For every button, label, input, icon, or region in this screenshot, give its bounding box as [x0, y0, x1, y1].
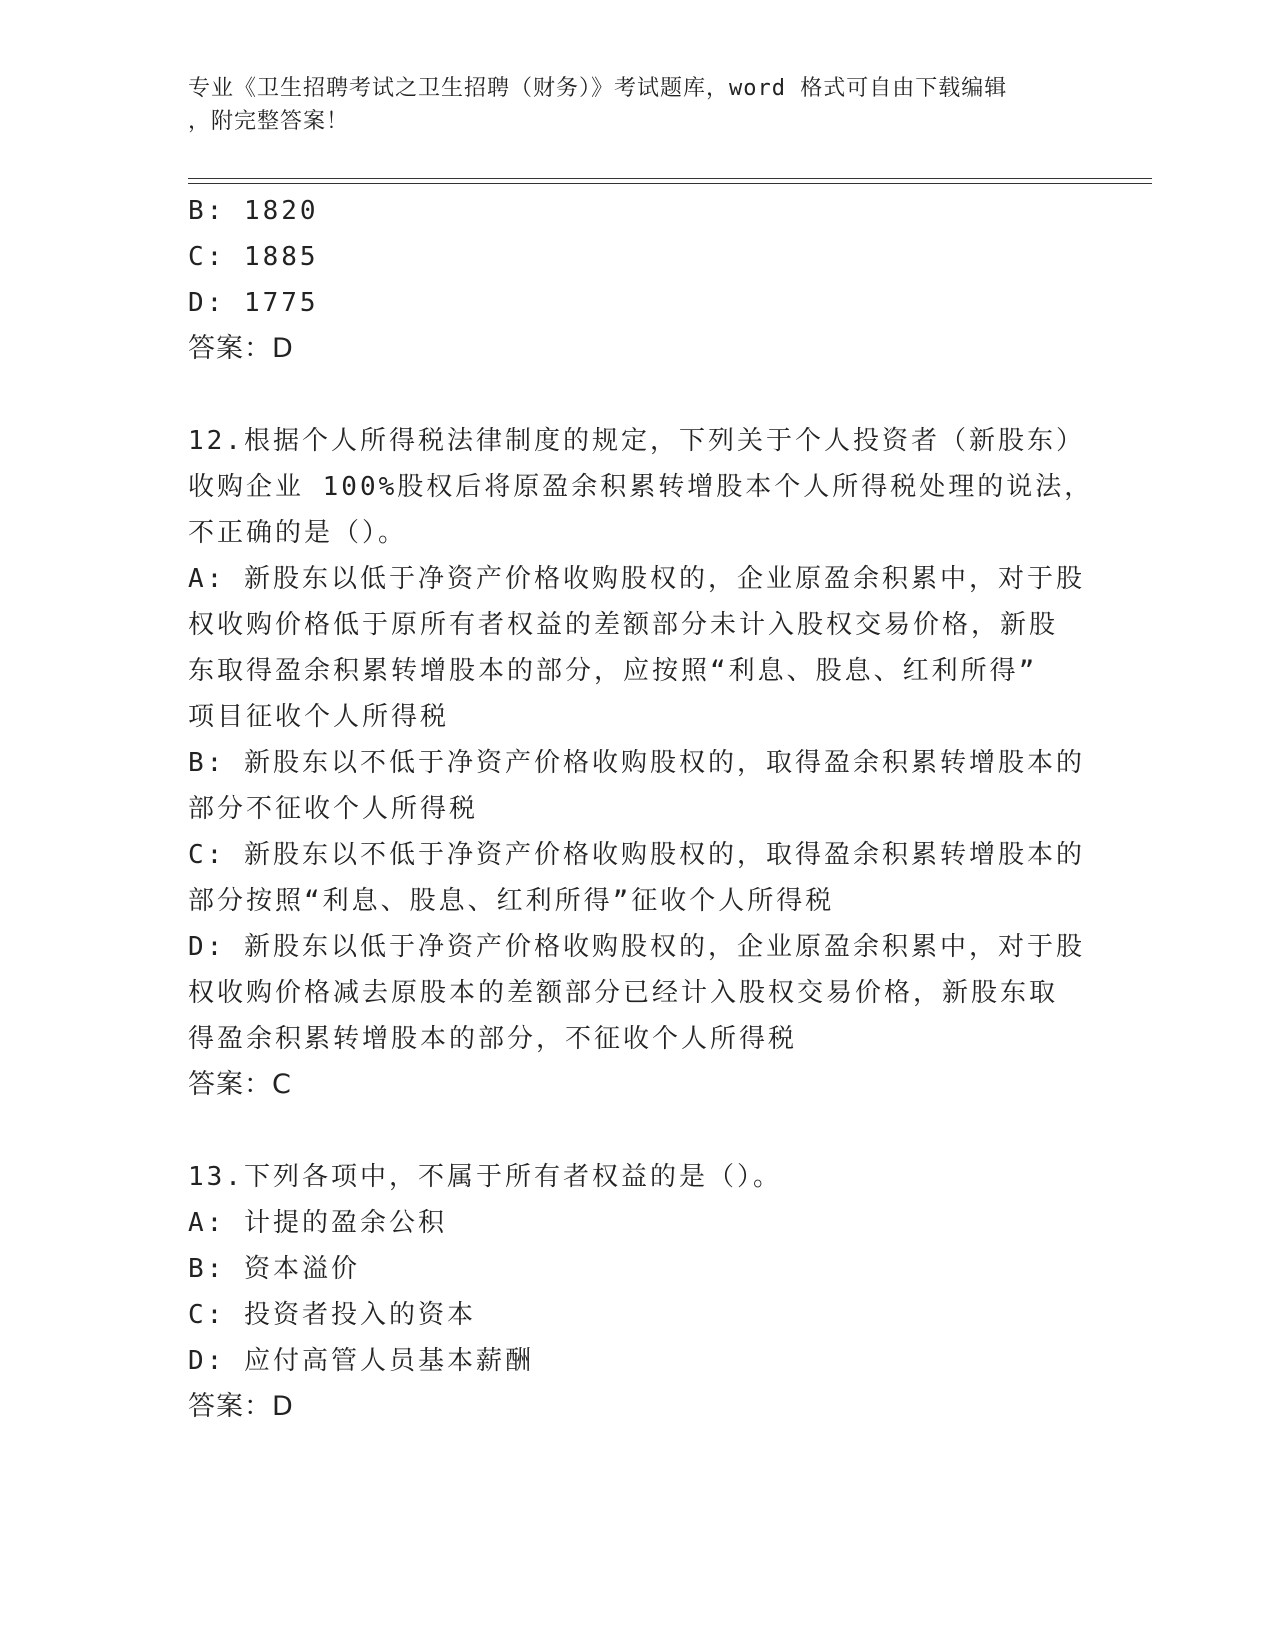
- header-divider-bottom: [188, 183, 1152, 184]
- question-stem: 收购企业 100%股权后将原盈余积累转增股本个人所得税处理的说法，: [188, 472, 1094, 502]
- header-divider-top: [188, 178, 1152, 179]
- document-header: [188, 72, 1068, 138]
- option-a: A: 新股东以低于净资产价格收购股权的，企业原盈余积累中，对于股: [188, 564, 1085, 594]
- header-line-1: 专业《卫生招聘考试之卫生招聘（财务）》考试题库，word 格式可自由下载编辑: [188, 76, 1008, 101]
- option-b: B: 新股东以不低于净资产价格收购股权的，取得盈余积累转增股本的: [188, 748, 1085, 778]
- answer-line: 答案：C: [188, 1069, 292, 1100]
- option-c: C: 1885: [188, 242, 319, 272]
- answer-line: 答案：D: [188, 1391, 294, 1422]
- header-line-2: ，附完整答案！: [188, 109, 350, 134]
- option-c: C: 新股东以不低于净资产价格收购股权的，取得盈余积累转增股本的: [188, 840, 1085, 870]
- option-a: 权收购价格低于原所有者权益的差额部分未计入股权交易价格，新股: [188, 610, 1059, 640]
- option-c: 部分按照“利息、股息、红利所得”征收个人所得税: [188, 886, 835, 916]
- question-13: [188, 1154, 1088, 1430]
- option-d: D: 新股东以低于净资产价格收购股权的，企业原盈余积累中，对于股: [188, 932, 1085, 962]
- option-a: A: 计提的盈余公积: [188, 1208, 447, 1238]
- option-c: C: 投资者投入的资本: [188, 1300, 476, 1330]
- option-a: 东取得盈余积累转增股本的部分，应按照“利息、股息、红利所得”: [188, 656, 1038, 686]
- option-b: B: 资本溢价: [188, 1254, 360, 1284]
- question-11-continued: [188, 188, 1088, 372]
- option-b: B: 1820: [188, 196, 319, 226]
- question-stem: 13.下列各项中，不属于所有者权益的是（）。: [188, 1162, 782, 1192]
- option-d: 得盈余积累转增股本的部分，不征收个人所得税: [188, 1024, 798, 1054]
- answer-line: 答案：D: [188, 333, 294, 364]
- option-a: 项目征收个人所得税: [188, 702, 450, 732]
- option-d: D: 应付高管人员基本薪酬: [188, 1346, 534, 1376]
- option-b: 部分不征收个人所得税: [188, 794, 479, 824]
- question-12: [188, 418, 1094, 1108]
- option-d: 权收购价格减去原股本的差额部分已经计入股权交易价格，新股东取: [188, 978, 1059, 1008]
- option-d: D: 1775: [188, 288, 319, 318]
- document-body: [188, 188, 1094, 1430]
- question-stem: 12.根据个人所得税法律制度的规定，下列关于个人投资者（新股东）: [188, 426, 1085, 456]
- question-stem: 不正确的是（）。: [188, 518, 408, 548]
